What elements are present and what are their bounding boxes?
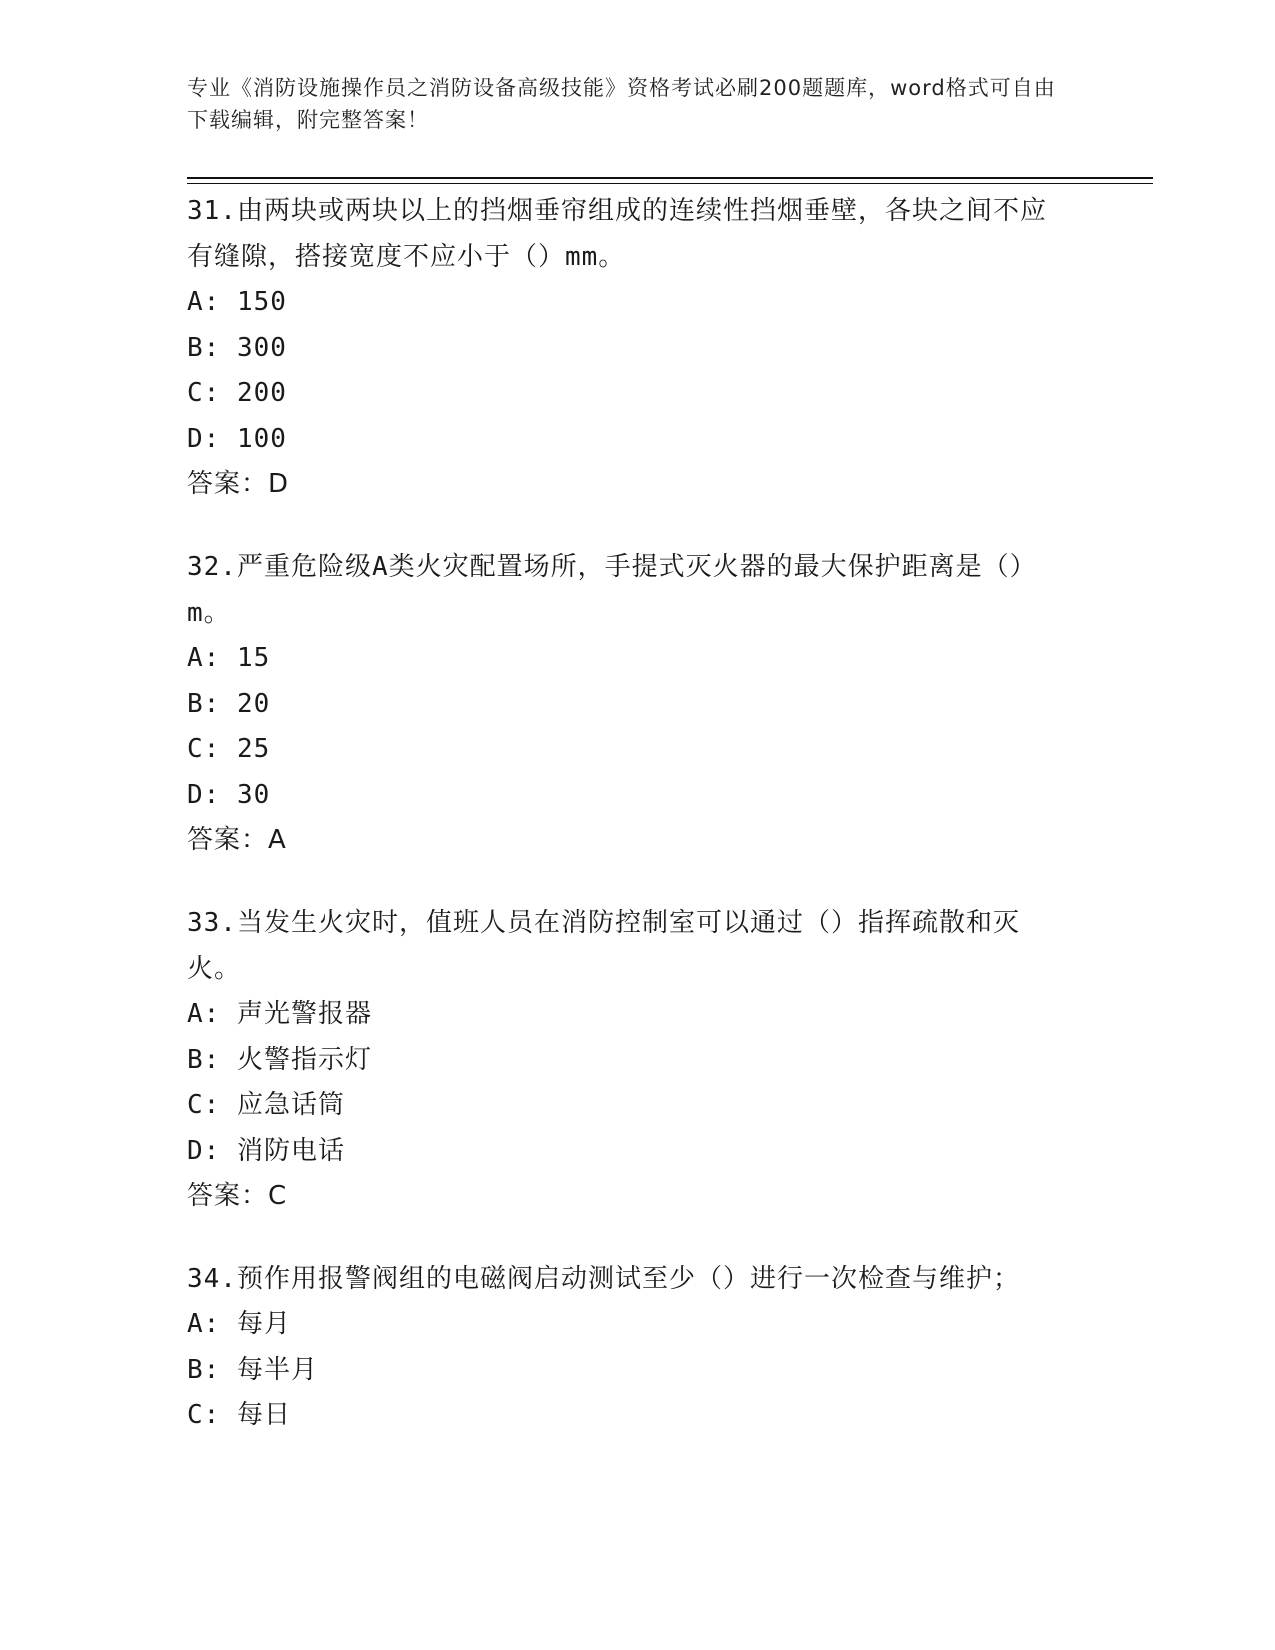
option-d: D: 100 — [187, 423, 287, 454]
question-31 — [187, 188, 1087, 506]
question-34 — [187, 1256, 1087, 1439]
option-d: D: 30 — [187, 779, 271, 810]
option-a: A: 声光警报器 — [187, 999, 372, 1029]
answer-text: 答案：A — [187, 825, 287, 855]
question-33 — [187, 900, 1087, 1218]
answer-text: 答案：D — [187, 469, 290, 499]
option-a: A: 每月 — [187, 1309, 291, 1339]
option-c: C: 每日 — [187, 1400, 291, 1430]
option-b: B: 300 — [187, 332, 287, 363]
option-b: B: 每半月 — [187, 1354, 318, 1385]
option-a: A: 150 — [187, 287, 287, 317]
option-c: C: 25 — [187, 734, 271, 764]
option-c: C: 应急话筒 — [187, 1090, 345, 1120]
question-list — [187, 188, 1087, 1477]
option-c: C: 200 — [187, 378, 287, 408]
question-text: 33.当发生火灾时，值班人员在消防控制室可以通过（）指挥疏散和灭火。 — [187, 908, 1020, 984]
header-divider-thin — [187, 183, 1153, 184]
option-b: B: 20 — [187, 688, 271, 719]
option-a: A: 15 — [187, 643, 271, 673]
question-text: 31.由两块或两块以上的挡烟垂帘组成的连续性挡烟垂壁，各块之间不应有缝隙，搭接宽度不应小于（）mm。 — [187, 196, 1047, 272]
document-header: 专业《消防设施操作员之消防设备高级技能》资格考试必刷200题题库，word格式可自由下载编辑，附完整答案！ — [187, 76, 1056, 132]
header-divider — [187, 177, 1153, 179]
question-32 — [187, 544, 1087, 862]
answer-text: 答案：C — [187, 1181, 288, 1211]
question-text: 32.严重危险级A类火灾配置场所，手提式灭火器的最大保护距离是（）m。 — [187, 552, 1037, 628]
option-d: D: 消防电话 — [187, 1135, 345, 1166]
question-text: 34.预作用报警阀组的电磁阀启动测试至少（）进行一次检查与维护； — [187, 1264, 1020, 1294]
option-b: B: 火警指示灯 — [187, 1044, 372, 1075]
